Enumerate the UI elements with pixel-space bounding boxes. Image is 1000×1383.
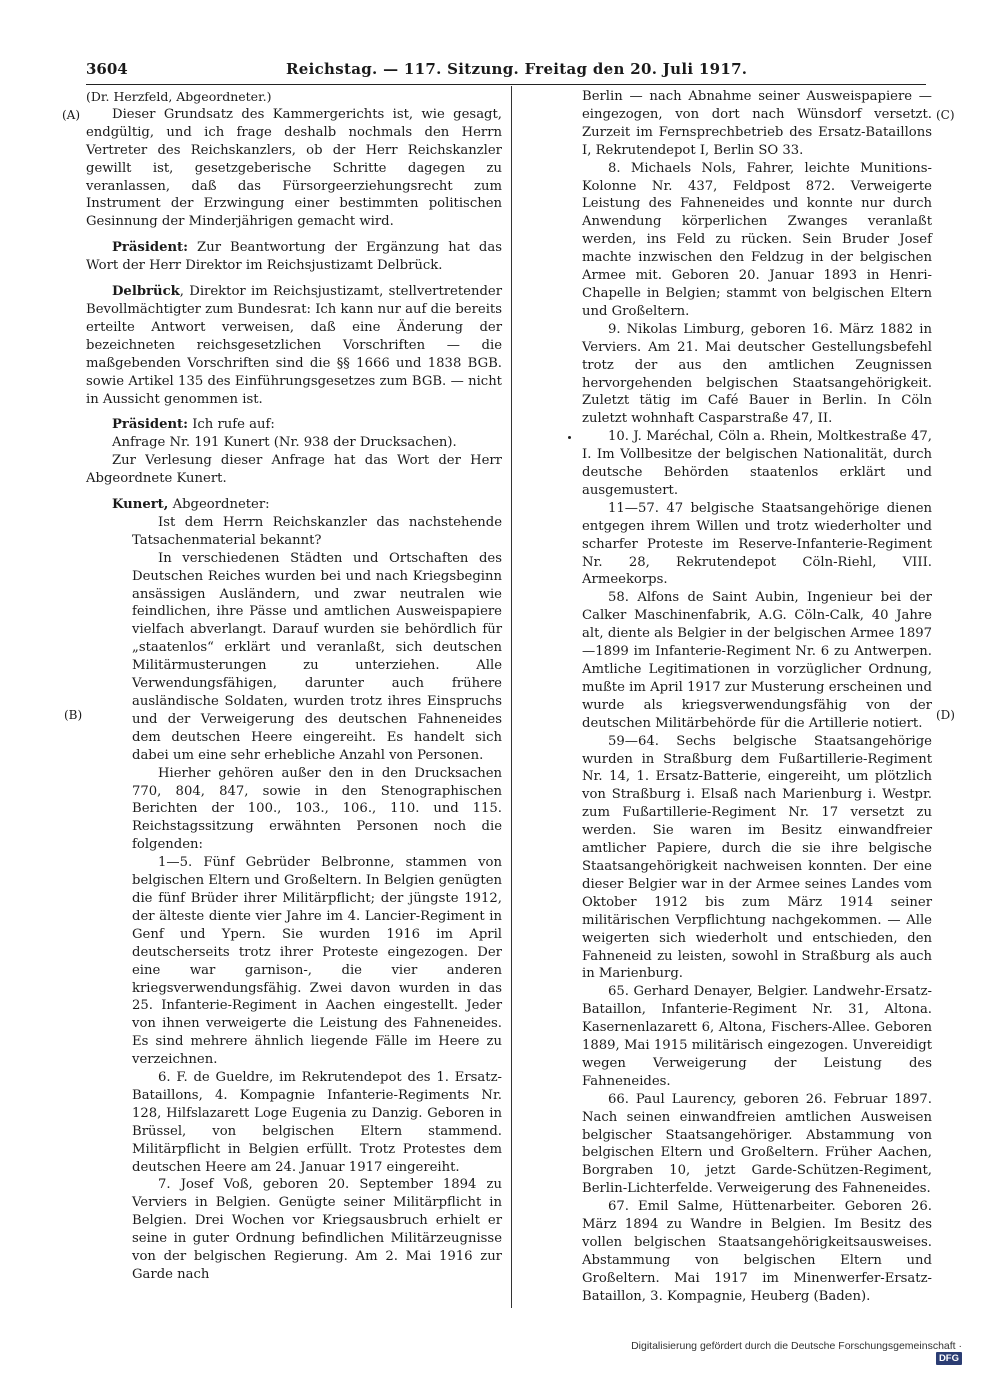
paragraph — [86, 496, 502, 514]
margin-marker-a: (A) — [62, 108, 81, 122]
paragraph: 10. J. Maréchal, Cöln a. Rhein, Moltkestraße 47, I. Im Vollbesitze der belgischen Nationalität, durch deutsche Behörden staatenlos erklärt und ausgemustert. — [582, 429, 932, 498]
right-column — [582, 88, 932, 1306]
column-divider — [511, 86, 512, 1308]
paragraph: 6. F. de Gueldre, im Rekrutendepot des 1. Ersatz-Bataillons, 4. Kompagnie Infanterie-Regiments Nr. 128, Hilfslazarett Loge Eugenia zu Danzig. Geboren in Brüssel, von belgischen Eltern stammend. Militärpflicht in Belgien erfüllt. Trotz Protestes dem deutschen Heere am 24. Januar 1917 eingereiht. — [132, 1070, 502, 1175]
speech-text: Abgeordneter: — [168, 497, 270, 513]
stray-dot — [568, 436, 571, 439]
paragraph: Berlin — nach Abnahme seiner Ausweispapiere — eingezogen, von dort nach Wünsdorf versetzt. Zurzeit im Fernsprechbetrieb des Ersatz-Bataillons I, Rekrutendepot I, Berlin SO 33. — [582, 89, 932, 158]
paragraph: 9. Nikolas Limburg, geboren 16. März 1882 in Verviers. Am 21. Mai deutscher Gestellungsbefehl trotz der aus den amtlichen Zeugnissen hervorgehenden belgischen Staatsangehörigkeit. Zuletzt tätig im Café Bauer in Berlin. In Cöln zuletzt wohnhaft Casparstraße 47, II. — [582, 321, 932, 427]
margin-marker-c: (C) — [936, 108, 955, 122]
dfg-logo-icon: DFG — [936, 1352, 962, 1365]
inquiry-text — [86, 514, 502, 1284]
paragraph: In verschiedenen Städten und Ortschaften des Deutschen Reiches wurden bei und nach Kriegsbeginn ansässigen Ausländern, und zwar neutralen wie feindlichen, ihre Pässe und amtlichen Ausweispapiere vielfach abverlangt. Darauf wurden sie behördlich für „staatenlos“ erklärt und veranlaßt, sich deutschen Militärmusterungen zu unterziehen. Alle Verwendungsfähigen, darunter auch frühere ausländische Soldaten, wurden trotz ihres Einspruchs und der Verweigerung des deutschen Fahneneides dem deutschen Heere eingereiht. Es handelt sich dabei um eine sehr erhebliche Anzahl von Personen. — [132, 550, 502, 763]
page-number: 3604 — [86, 60, 128, 78]
speaker-name: Kunert, — [112, 497, 169, 513]
paragraph: 7. Josef Voß, geboren 20. September 1894 zu Verviers in Belgien. Genügte seiner Militärpflicht in Belgien. Drei Wochen vor Kriegsausbruch erhielt er seine in guter Ordnung befindlichen Militärzeugnisse von der belgischen Regierung. Am 2. Mai 1916 zur Garde nach — [132, 1177, 502, 1282]
paragraph: 65. Gerhard Denayer, Belgier. Landwehr-Ersatz-Bataillon, Infanterie-Regiment Nr. 31, Altona. Kasernenlazarett 6, Altona, Fischers-Allee. Geboren 1889, Mai 1915 militärisch eingezogen. Unvereidigt wegen Verweigerung der Leistung des Fahneneides. — [582, 984, 932, 1089]
paragraph: 59—64. Sechs belgische Staatsangehörige wurden in Straßburg dem Fußartillerie-Regiment Nr. 14, 1. Ersatz-Batterie, eingereiht, um plötzlich von Straßburg i. Elsaß nach Marienburg i. Westpr. zum Fußartillerie-Regiment Nr. 17 versetzt zu werden. Sie waren im Besitz einwandfreier amtlicher Papiere, durch die sie ihre belgische Staatsangehörigkeit nachweisen konnten. Der eine dieser Belgier war in der Armee seines Landes vom Oktober 1912 bis zum März 1914 seiner militärischen Verpflichtung nachgekommen. — Alle weigerten sich wiederholt und entschieden, den Fahneneid zu leisten, sowohl in Straßburg als auch in Marienburg. — [582, 733, 932, 982]
footer-text: Digitalisierung gefördert durch die Deutsche Forschungsgemeinschaft · — [631, 1340, 962, 1352]
paragraph — [86, 283, 502, 408]
digitization-footer — [612, 1340, 962, 1365]
paragraph: Hierher gehören außer den in den Drucksachen 770, 804, 847, sowie in den Stenographischen Berichten der 100., 103., 106., 110. und 115. Reichstagssitzung erwähnten Personen noch die folgenden: — [132, 765, 502, 853]
paragraph: Ist dem Herrn Reichskanzler das nachstehende Tatsachenmaterial bekannt? — [132, 514, 502, 548]
margin-marker-b: (B) — [64, 708, 83, 722]
paragraph: Dieser Grundsatz des Kammergerichts ist, wie gesagt, endgültig, und ich frage deshalb nochmals den Herrn Vertreter des Reichskanzlers, ob der Herr Reichskanzler gewillt ist, gesetzgeberische Schritte dagegen zu veranlassen, daß das Fürsorgeerziehungsrecht zum Instrument der Erzwingung einer bestimmten politischen Gesinnung der Minderjährigen gemacht wird. — [86, 106, 502, 230]
paragraph — [86, 239, 502, 275]
paragraph: 58. Alfons de Saint Aubin, Ingenieur bei der Calker Maschinenfabrik, A.G. Cöln-Calk, 40 Jahre alt, diente als Belgier in der belgischen Armee 1897—1899 im Infanterie-Regiment Nr. 6 zu Antwerpen. Amtliche Legitimationen in vorzüglicher Ordnung, mußte im April 1917 zur Musterung erscheinen und wurde als kriegsverwendungsfähig von der deutschen Militärbehörde für die Artillerie notiert. — [582, 590, 932, 731]
speaker-name: Präsident: — [112, 417, 189, 433]
margin-marker-d: (D) — [936, 708, 955, 722]
paragraph — [86, 416, 502, 434]
running-title: Reichstag. — 117. Sitzung. Freitag den 20. Juli 1917. — [286, 60, 748, 78]
paragraph: Anfrage Nr. 191 Kunert (Nr. 938 der Drucksachen). — [112, 435, 457, 451]
speech-text: Zur Beantwortung der Ergänzung hat das Wort der Herr Direktor im Reichsjustizamt Delbrück. — [86, 240, 502, 274]
paragraph: 8. Michaels Nols, Fahrer, leichte Munitions-Kolonne Nr. 437, Feldpost 872. Verweigerte Leistung des Fahneneides und konnte nur durch Anwendung körperlichen Zwanges veranlaßt werden, ins Feld zu rücken. Sein Bruder Josef machte inzwischen den Feldzug in der belgischen Armee mit. Geboren 20. Januar 1893 in Henri-Chapelle in Belgien; stammt von belgischen Eltern und Großeltern. — [582, 160, 932, 319]
page-header — [86, 60, 926, 85]
paragraph: 1—5. Fünf Gebrüder Belbronne, stammen von belgischen Eltern und Großeltern. In Belgien genügten die fünf Brüder ihrer Militärpflicht; der jüngste 1912, der älteste diente vier Jahre im 4. Lancier-Regiment in Genf und Ypern. Sie wurden 1916 im April deutscherseits trotz ihrer Proteste eingezogen. Der eine war garnison-, die vier anderen kriegsverwendungsfähig. Zwei davon wurden in das 25. Infanterie-Regiment in Aachen eingestellt. Jeder von ihnen verweigerte die Leistung des Fahneneides. Es sind mehrere ähnlich liegende Fälle im Heere zu verzeichnen. — [132, 855, 502, 1068]
speech-text: , Direktor im Reichsjustizamt, stellvertretender Bevollmächtigter zum Bundesrat: Ich kann nur auf die bereits erteilte Antwort verweisen, daß eine Änderung der bezeichneten reichsgesetzlichen Vorschriften — die maßgebenden Vorschriften sind die §§ 1666 und 1838 BGB. sowie Artikel 135 des Einführungsgesetzes zum BGB. — nicht in Aussicht genommen ist. — [86, 284, 502, 407]
speaker-attribution: (Dr. Herzfeld, Abgeordneter.) — [86, 89, 272, 104]
paragraph: Zur Verlesung dieser Anfrage hat das Wort der Herr Abgeordnete Kunert. — [86, 453, 502, 487]
speech-text: Ich rufe auf: — [188, 417, 275, 433]
speaker-name: Präsident: — [112, 240, 189, 256]
left-column — [86, 88, 502, 1284]
paragraph: 11—57. 47 belgische Staatsangehörige dienen entgegen ihrem Willen und trotz wiederholter und scharfer Proteste im Reserve-Infanterie-Regiment Nr. 28, Rekrutendepot Cöln-Riehl, VIII. Armeekorps. — [582, 500, 932, 588]
paragraph: 67. Emil Salme, Hüttenarbeiter. Geboren 26. März 1894 zu Wandre in Belgien. Im Besitz des vollen belgischen Staatsangehörigkeitsausweises. Abstammung von belgischen Eltern und Großeltern. Mai 1917 im Minenwerfer-Ersatz-Bataillon, 3. Kompagnie, Heuberg (Baden). — [582, 1199, 932, 1304]
paragraph: 66. Paul Laurency, geboren 26. Februar 1897. Nach seinen einwandfreien amtlichen Ausweisen belgischer Staatsangehöriger. Abstammung von belgischen Eltern und Großeltern. Früher Aachen, Borgraben 10, jetzt Garde-Schützen-Regiment, Berlin-Lichterfelde. Verweigerung des Fahneneides. — [582, 1091, 932, 1197]
speaker-name: Delbrück — [112, 284, 180, 300]
